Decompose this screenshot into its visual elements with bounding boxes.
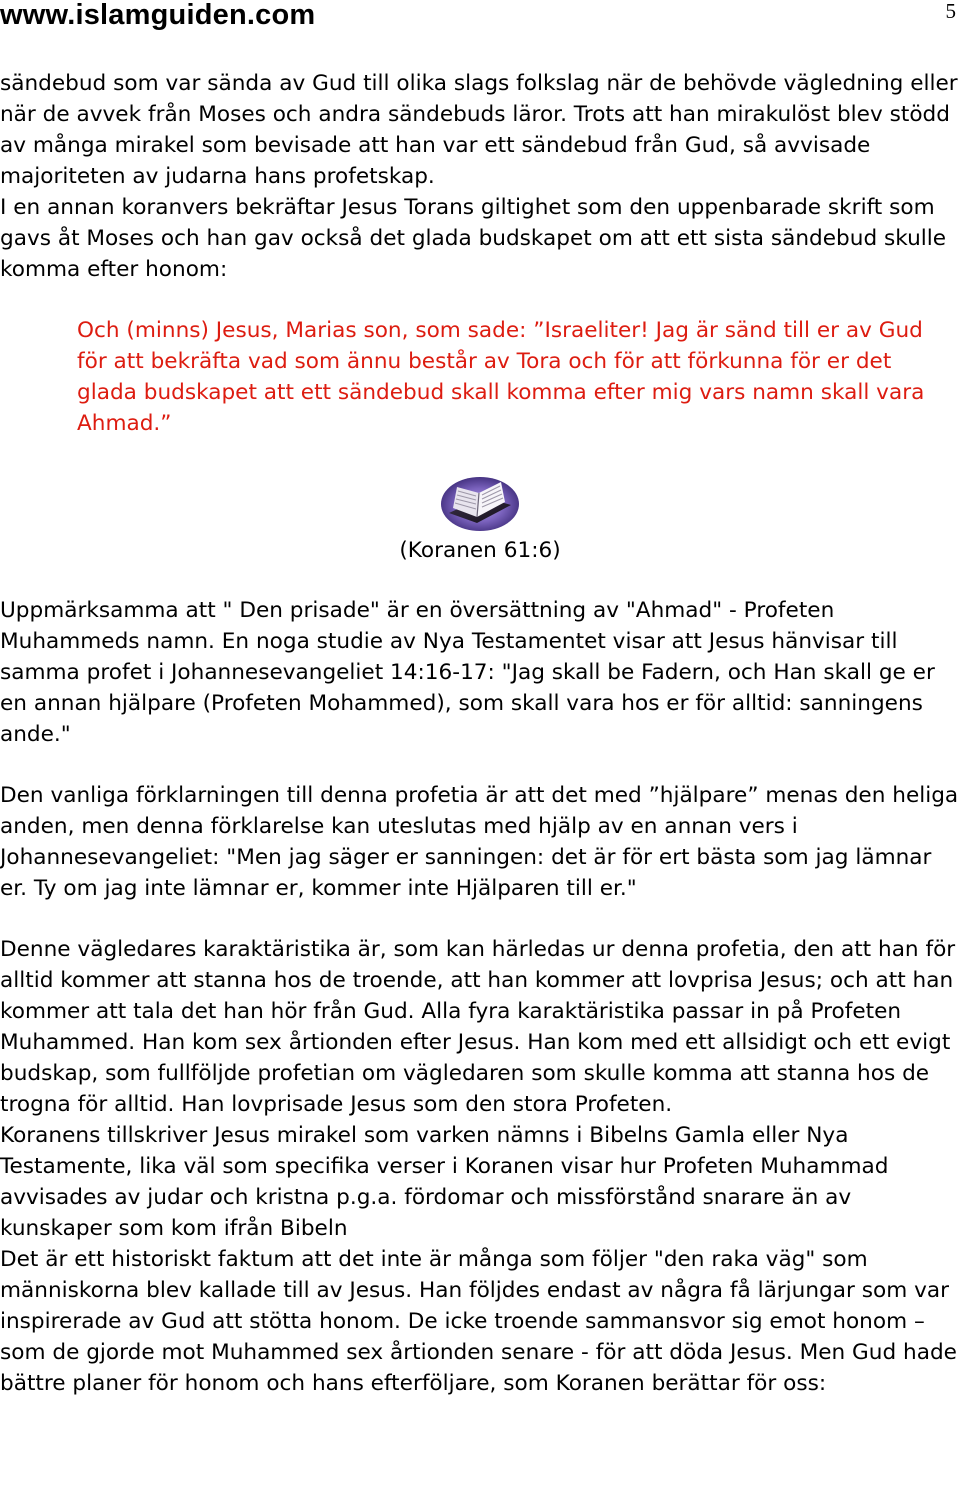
page-number: 5: [945, 0, 956, 23]
paragraph-jesus-torah: I en annan koranvers bekräftar Jesus Torans giltighet som den uppenbarade skrift som gavs åt Moses och han gav också det glada budskapet om att ett sista sändebud skulle komma efter honom:: [0, 195, 947, 282]
paragraph-historical-fact: Det är ett historiskt faktum att det inte är många som följer "den raka väg" som människorna blev kallade till av Jesus. Han följdes endast av några få lärjungar som var inspirerade av Gud att stötta honom. De icke troende sammansvor sig emot honom – som de gjorde mot Muhammed sex årtionden senare - för att döda Jesus. Men Gud hade bättre planer för honom och hans efterföljare, som Koranen berättar för oss:: [0, 1247, 957, 1396]
open-book-icon: [439, 473, 521, 533]
paragraph-helper-explanation: Den vanliga förklarningen till denna profetia är att det med ”hjälpare” menas den heliga anden, men denna förklarelse kan uteslutas med hjälp av en annan vers i Johannesevangeliet: "Men jag säger er sanningen: det är för ert bästa som jag lämnar er. Ty om jag inte lämnar er, kommer inte Hjälparen till er.": [0, 783, 959, 901]
document-body: [0, 68, 960, 1399]
quran-quote: Och (minns) Jesus, Marias son, som sade: ”Israeliter! Jag är sänd till er av Gud för att bekräfta vad som ännu består av Tora och för att förkunna för er det glada budskapet att ett sändebud skall komma efter mig vars namn skall vara Ahmad.”: [77, 318, 925, 436]
quran-citation: (Koranen 61:6): [399, 538, 561, 563]
paragraph-quran-miracles: Koranens tillskriver Jesus mirakel som varken nämns i Bibelns Gamla eller Nya Testamente, lika väl som specifika verser i Koranen visar hur Profeten Muhammad avvisades av judar och kristna p.g.a. fördomar och missförstånd snarare än av kunskaper som kom ifrån Bibeln: [0, 1123, 889, 1241]
paragraph-characteristics: Denne vägledares karaktäristika är, som kan härledas ur denna profetia, den att han för alltid kommer att stanna hos de troende, att han kommer att lovprisa Jesus; och att han kommer att tala det han hör från Gud. Alla fyra karaktäristika passar in på Profeten Muhammed. Han kom sex årtionden efter Jesus. Han kom med ett allsidigt och ett evigt budskap, som fullföljde profetian om vägledaren som skulle komma att stanna hos de trogna för alltid. Han lovprisade Jesus som den stora Profeten.: [0, 937, 956, 1117]
book-illustration: [0, 473, 960, 535]
paragraph-intro: sändebud som var sända av Gud till olika slags folkslag när de behövde vägledning eller när de avvek från Moses och andra sändebuds läror. Trots att han mirakulöst blev stödd av många mirakel som bevisade att han var ett sändebud från Gud, så avvisade majoriteten av judarna hans profetskap.: [0, 71, 958, 189]
page-header: [0, 0, 960, 34]
paragraph-ahmad-meaning: Uppmärksamma att " Den prisade" är en översättning av "Ahmad" - Profeten Muhammeds namn. En noga studie av Nya Testamentet visar att Jesus hänvisar till samma profet i Johannesevangeliet 14:16-17: "Jag skall be Fadern, och Han skall ge er en annan hjälpare (Profeten Mohammed), som skall vara hos er för alltid: sanningens ande.": [0, 598, 935, 747]
site-url: www.islamguiden.com: [0, 0, 316, 31]
